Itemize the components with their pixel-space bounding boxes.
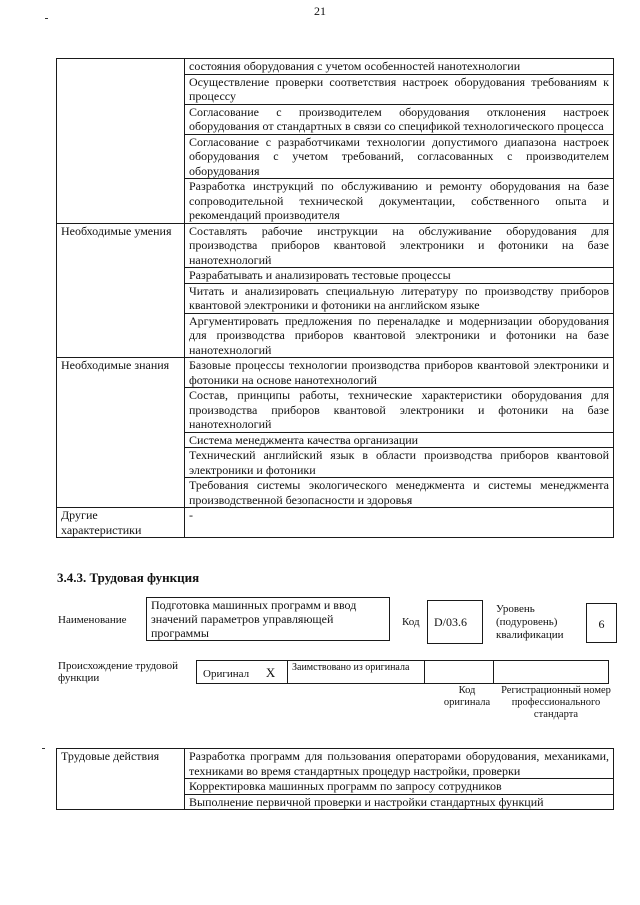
borrowed-cell — [287, 660, 425, 684]
table-cell: Требования системы экологического менеджмента и системы менеджмента производственной безопасности и здоровья — [185, 478, 614, 508]
table-cell: Разработка инструкций по обслуживанию и ремонту оборудования на базе сопроводительной технической документации, собственного опыта и рекомендаций производителя — [185, 179, 614, 224]
table-cell: Составлять рабочие инструкции на обслуживание оборудования для производства приборов квантовой электроники и фотоники на базе нанотехнологий — [185, 223, 614, 268]
table-row — [57, 749, 614, 779]
table-row — [57, 508, 614, 538]
table-cell: Согласование с разработчиками технологии допустимого диапазона настроек оборудования с учетом требований, согласованных с производителем оборудования — [185, 134, 614, 179]
competency-table-body — [57, 59, 614, 538]
level-value: 6 — [598, 617, 605, 631]
table-cell: Система менеджмента качества организации — [185, 432, 614, 448]
level-label: Уровень (подуровень) квалификации — [496, 603, 564, 641]
code-value: D/03.6 — [434, 615, 467, 629]
row-group-label: Необходимые знания — [57, 358, 185, 508]
row-group-label: Необходимые умения — [57, 223, 185, 358]
section-title: 3.4.3. Трудовая функция — [57, 570, 200, 585]
row-group-label — [57, 59, 185, 224]
table-cell: - — [185, 508, 614, 538]
table-cell: Выполнение первичной проверки и настройки стандартных функций — [185, 794, 614, 810]
table-row — [57, 223, 614, 268]
labor-actions-table-body — [57, 749, 614, 810]
origin-code-cell — [424, 660, 494, 684]
table-cell: Корректировка машинных программ по запросу сотрудников — [185, 779, 614, 795]
table-cell: Состав, принципы работы, технические характеристики оборудования для производства приборов квантовой электроники и фотоники на базе нанотехнологий — [185, 388, 614, 433]
function-name-value: Подготовка машинных программ и ввод значений параметров управляющей программы — [151, 598, 357, 640]
competency-table — [56, 58, 614, 538]
table-cell: Базовые процессы технологии производства приборов квантовой электроники и фотоники на основе нанотехнологий — [185, 358, 614, 388]
table-cell: Согласование с производителем оборудования отклонения настроек оборудования от стандартных в связи со спецификой технологического процесса — [185, 104, 614, 134]
origin-reg-caption: Регистрационный номер профессионального стандарта — [501, 685, 611, 720]
code-label: Код — [402, 616, 420, 628]
table-row — [57, 59, 614, 75]
origin-code-caption: Код оригинала — [443, 685, 491, 708]
table-cell: Технический английский язык в области производства приборов квантовой электроники и фотоники — [185, 448, 614, 478]
row-group-label: Трудовые действия — [57, 749, 185, 810]
table-cell: состояния оборудования с учетом особенностей нанотехнологии — [185, 59, 614, 75]
table-cell: Осуществление проверки соответствия настроек оборудования требованиям к процессу — [185, 74, 614, 104]
function-name-box — [146, 597, 390, 641]
original-mark: X — [265, 665, 276, 680]
table-cell: Аргументировать предложения по переналадке и модернизации оборудования для производства приборов квантовой электроники и фотоники на базе нанотехнологий — [185, 313, 614, 358]
row-group-label: Другие характеристики — [57, 508, 185, 538]
labor-actions-table — [56, 748, 614, 810]
table-cell: Читать и анализировать специальную литературу по производству приборов квантовой электроники и фотоники на английском языке — [185, 283, 614, 313]
original-cell — [196, 660, 288, 684]
original-label: Оригинал — [203, 668, 250, 680]
table-row — [57, 358, 614, 388]
origin-reg-cell — [493, 660, 609, 684]
table-cell: Разработка программ для пользования операторами оборудования, механиками, техниками во время стандартных процедур настройки, проверки — [185, 749, 614, 779]
borrowed-label: Заимствовано из оригинала — [292, 662, 410, 673]
page-number: 21 — [314, 4, 326, 18]
level-box — [586, 603, 617, 643]
origin-label: Происхождение трудовой функции — [58, 660, 179, 684]
scan-mark — [42, 748, 45, 749]
origin-row — [197, 660, 609, 684]
name-label: Наименование — [58, 614, 127, 626]
code-box — [427, 600, 483, 644]
table-cell: Разрабатывать и анализировать тестовые процессы — [185, 268, 614, 284]
